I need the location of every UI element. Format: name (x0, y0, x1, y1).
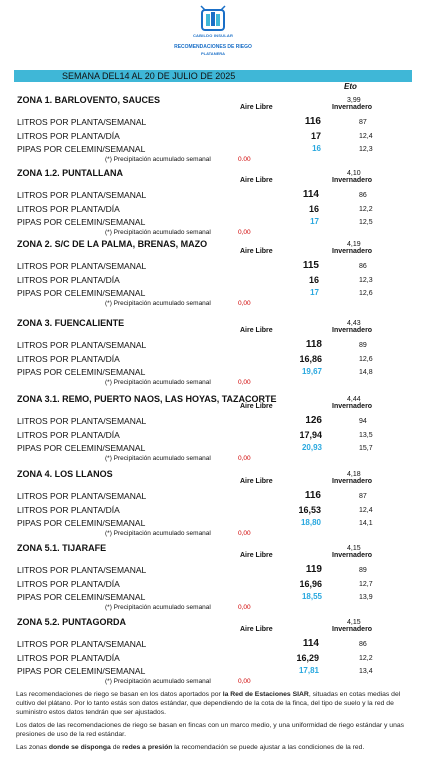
row-label-litros-dia: LITROS POR PLANTA/DÍA (17, 579, 120, 589)
inv-litros-semanal: 86 (359, 263, 367, 270)
zone-name: ZONA 1. BARLOVENTO, SAUCES (17, 95, 161, 105)
precipitation-value: 0,00 (238, 530, 251, 537)
inv-pipas: 12,5 (359, 219, 373, 226)
row-label-litros-semanal: LITROS POR PLANTA/SEMANAL (17, 117, 147, 127)
row-label-pipas: PIPAS POR CELEMIN/SEMANAL (17, 367, 146, 377)
aire-libre-header: Aire Libre (240, 248, 273, 255)
row-label-litros-dia: LITROS POR PLANTA/DÍA (17, 131, 120, 141)
row-label-litros-semanal: LITROS POR PLANTA/SEMANAL (17, 416, 147, 426)
value-litros-dia: 16,53 (298, 505, 321, 515)
zone-eto-value: 4,43 (347, 320, 361, 327)
invernadero-header: Invernadero (332, 177, 373, 184)
precipitation-label: (*) Precipitación acumulado semanal (105, 379, 211, 386)
aire-libre-header: Aire Libre (240, 552, 273, 559)
row-label-litros-dia: LITROS POR PLANTA/DÍA (17, 430, 120, 440)
document-title: RECOMENDACIONES DE RIEGO (174, 44, 252, 50)
inv-pipas: 13,4 (359, 668, 373, 675)
value-litros-dia: 16,86 (299, 354, 322, 364)
zone-name: ZONA 5.2. PUNTAGORDA (17, 617, 127, 627)
invernadero-header: Invernadero (332, 104, 373, 111)
value-litros-semanal: 114 (302, 189, 319, 200)
aire-libre-header: Aire Libre (240, 626, 273, 633)
value-pipas: 17 (310, 217, 319, 226)
invernadero-header: Invernadero (332, 403, 373, 410)
inv-litros-dia: 13,5 (359, 432, 373, 439)
row-label-litros-semanal: LITROS POR PLANTA/SEMANAL (17, 261, 147, 271)
row-label-pipas: PIPAS POR CELEMIN/SEMANAL (17, 144, 146, 154)
row-label-litros-semanal: LITROS POR PLANTA/SEMANAL (17, 340, 147, 350)
precipitation-label: (*) Precipitación acumulado semanal (105, 530, 211, 537)
invernadero-header: Invernadero (332, 478, 373, 485)
row-label-litros-dia: LITROS POR PLANTA/DÍA (17, 653, 120, 663)
zone-eto-value: 3,99 (347, 97, 361, 104)
value-litros-semanal: 115 (302, 260, 319, 271)
row-label-litros-dia: LITROS POR PLANTA/DÍA (17, 505, 120, 515)
precipitation-value: 0.00 (238, 156, 251, 163)
invernadero-header: Invernadero (332, 248, 373, 255)
zone-name: ZONA 3.1. REMO, PUERTO NAOS, LAS HOYAS, TAZACORTE (17, 394, 277, 404)
aire-libre-header: Aire Libre (240, 104, 273, 111)
row-label-litros-semanal: LITROS POR PLANTA/SEMANAL (17, 639, 147, 649)
value-litros-dia: 17,94 (299, 430, 322, 440)
value-pipas: 20,93 (301, 443, 322, 452)
value-pipas: 18,55 (301, 592, 322, 601)
note-3: Las zonas donde se disponga de redes a presión la recomendación se puede ajustar a las condiciones de la red. (16, 744, 365, 751)
row-label-litros-semanal: LITROS POR PLANTA/SEMANAL (17, 565, 147, 575)
zone-name: ZONA 3. FUENCALIENTE (17, 318, 125, 328)
value-pipas: 18,80 (300, 518, 321, 527)
inv-pipas: 13,9 (359, 594, 373, 601)
inv-litros-dia: 12,3 (359, 277, 373, 284)
inv-pipas: 14,8 (359, 369, 373, 376)
aire-libre-header: Aire Libre (240, 478, 273, 485)
note-2: Los datos de las recomendaciones de riego se basan en fincas con un marco medio, y una uniformidad de riego estándar y unas presiones de uso de la red estándar. (16, 722, 405, 738)
inv-litros-semanal: 94 (359, 418, 367, 425)
zone-eto-value: 4,44 (347, 396, 361, 403)
zone-name: ZONA 4. LOS LLANOS (17, 469, 113, 479)
value-litros-dia: 16 (308, 275, 319, 285)
value-litros-semanal: 114 (302, 638, 319, 649)
precipitation-label: (*) Precipitación acumulado semanal (105, 678, 211, 685)
document-subtitle: PLATANERA (200, 51, 226, 56)
row-label-litros-semanal: LITROS POR PLANTA/SEMANAL (17, 491, 147, 501)
value-litros-semanal: 119 (305, 564, 322, 575)
inv-litros-dia: 12,4 (359, 133, 373, 140)
value-litros-semanal: 116 (304, 116, 321, 127)
inv-pipas: 12,3 (359, 146, 373, 153)
value-pipas: 19,67 (301, 367, 322, 376)
week-banner: SEMANA DEL14 AL 20 DE JULIO DE 2025 (14, 70, 412, 82)
zone-eto-value: 4,15 (347, 619, 361, 626)
row-label-pipas: PIPAS POR CELEMIN/SEMANAL (17, 666, 146, 676)
cabildo-logo-icon (193, 4, 233, 36)
aire-libre-header: Aire Libre (240, 403, 273, 410)
eto-column-header: Eto (344, 82, 357, 91)
zone-name: ZONA 1.2. PUNTALLANA (17, 168, 124, 178)
precipitation-label: (*) Precipitación acumulado semanal (105, 300, 211, 307)
invernadero-header: Invernadero (332, 327, 373, 334)
row-label-pipas: PIPAS POR CELEMIN/SEMANAL (17, 443, 146, 453)
inv-litros-dia: 12,4 (359, 507, 373, 514)
row-label-litros-dia: LITROS POR PLANTA/DÍA (17, 354, 120, 364)
inv-litros-dia: 12,2 (359, 655, 373, 662)
precipitation-label: (*) Precipitación acumulado semanal (105, 229, 211, 236)
value-pipas: 16 (312, 144, 321, 153)
org-name: CABILDO INSULAR (192, 33, 234, 38)
precipitation-value: 0,00 (238, 379, 251, 386)
inv-litros-semanal: 87 (359, 119, 367, 126)
zone-name: ZONA 5.1. TIJARAFE (17, 543, 107, 553)
value-litros-semanal: 118 (305, 339, 322, 350)
inv-litros-semanal: 86 (359, 192, 367, 199)
value-litros-dia: 16,96 (299, 579, 322, 589)
value-litros-semanal: 126 (305, 415, 322, 426)
row-label-pipas: PIPAS POR CELEMIN/SEMANAL (17, 288, 146, 298)
zone-eto-value: 4,19 (347, 241, 361, 248)
note-1: Las recomendaciones de riego se basan en los datos aportados por la Red de Estaciones SIAR, situadas en cotas medias del cultivo del plátano. Por lo tanto estás son datos estándar, que dependiendo de la cota de la finca, del tipo de suelo y la red de suministro estos datos tendrán que ser ajustados. (16, 691, 401, 716)
value-litros-dia: 16 (308, 204, 319, 214)
zone-eto-value: 4,10 (347, 170, 361, 177)
precipitation-value: 0,00 (238, 300, 251, 307)
inv-litros-semanal: 87 (359, 493, 367, 500)
inv-litros-semanal: 89 (359, 567, 367, 574)
row-label-litros-semanal: LITROS POR PLANTA/SEMANAL (17, 190, 147, 200)
precipitation-value: 0,00 (238, 604, 251, 611)
inv-litros-dia: 12,7 (359, 581, 373, 588)
aire-libre-header: Aire Libre (240, 177, 273, 184)
row-label-litros-dia: LITROS POR PLANTA/DÍA (17, 204, 120, 214)
inv-litros-dia: 12,2 (359, 206, 373, 213)
aire-libre-header: Aire Libre (240, 327, 273, 334)
precipitation-value: 0,00 (238, 229, 251, 236)
inv-pipas: 14,1 (359, 520, 373, 527)
value-litros-semanal: 116 (304, 490, 321, 501)
inv-pipas: 15,7 (359, 445, 373, 452)
row-label-pipas: PIPAS POR CELEMIN/SEMANAL (17, 518, 146, 528)
precipitation-label: (*) Precipitación acumulado semanal (105, 604, 211, 611)
row-label-pipas: PIPAS POR CELEMIN/SEMANAL (17, 217, 146, 227)
precipitation-value: 0,00 (238, 678, 251, 685)
invernadero-header: Invernadero (332, 552, 373, 559)
notes-section (16, 690, 416, 756)
zone-eto-value: 4,15 (347, 545, 361, 552)
precipitation-value: 0,00 (238, 455, 251, 462)
value-litros-dia: 16,29 (296, 653, 319, 663)
zone-name: ZONA 2. S/C DE LA PALMA, BRENAS, MAZO (17, 239, 208, 249)
zone-eto-value: 4,18 (347, 471, 361, 478)
value-litros-dia: 17 (310, 131, 321, 141)
value-pipas: 17 (310, 288, 319, 297)
inv-pipas: 12,6 (359, 290, 373, 297)
row-label-litros-dia: LITROS POR PLANTA/DÍA (17, 275, 120, 285)
row-label-pipas: PIPAS POR CELEMIN/SEMANAL (17, 592, 146, 602)
precipitation-label: (*) Precipitación acumulado semanal (105, 156, 211, 163)
precipitation-label: (*) Precipitación acumulado semanal (105, 455, 211, 462)
value-pipas: 17,81 (298, 666, 319, 675)
inv-litros-dia: 12,6 (359, 356, 373, 363)
invernadero-header: Invernadero (332, 626, 373, 633)
inv-litros-semanal: 86 (359, 641, 367, 648)
inv-litros-semanal: 89 (359, 342, 367, 349)
